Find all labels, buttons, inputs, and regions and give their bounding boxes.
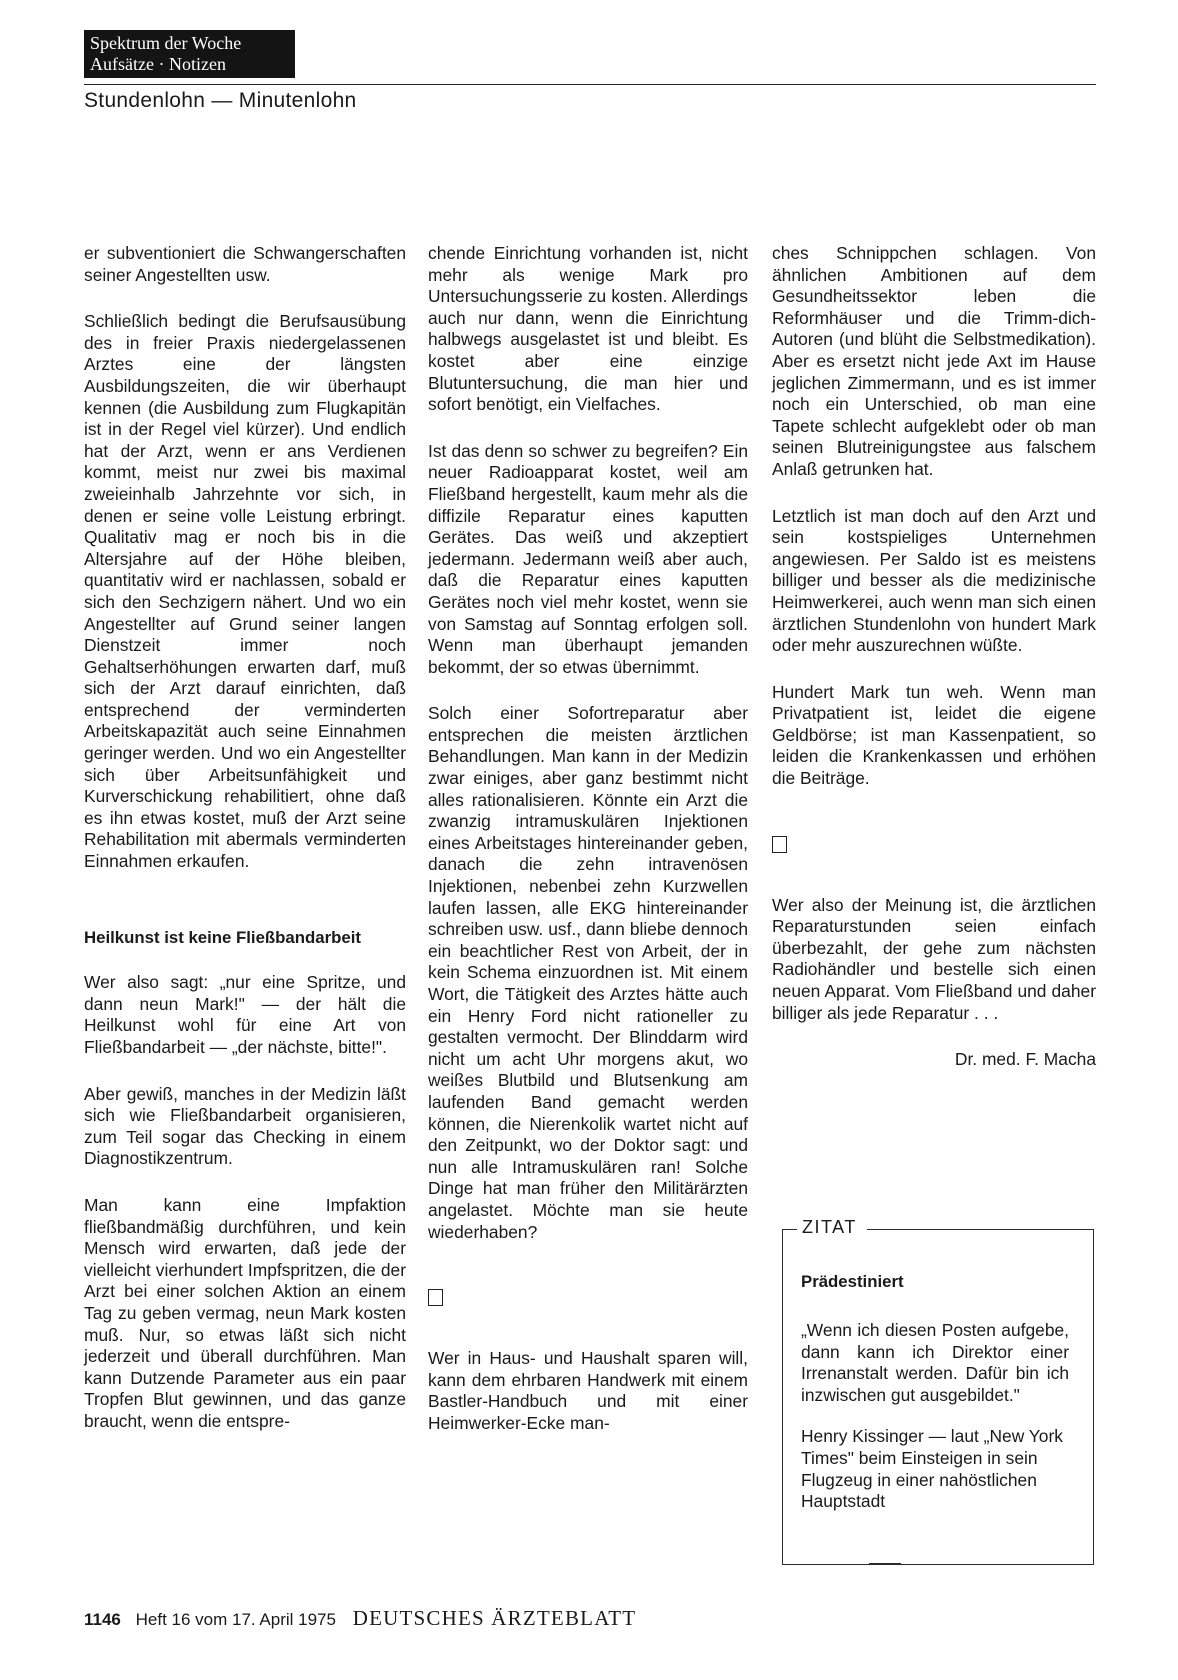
page-footer (84, 1606, 636, 1631)
article-column-2 (428, 243, 748, 1460)
section-label-line2: Aufsätze · Notizen (90, 54, 226, 74)
quote-box-bottom-mark (869, 1563, 901, 1565)
paragraph: Wer in Haus- und Haushalt sparen will, kann dem ehrbaren Handwerk mit einem Bastler-Handbuch und mit einer Heimwerker-Ecke man- (428, 1348, 748, 1433)
quote-text: „Wenn ich diesen Posten aufgebe, dann kann ich Direktor einer Irrenanstalt werden. Dafür bin ich inzwischen gut ausgebildet." (801, 1320, 1069, 1405)
author-signature: Dr. med. F. Macha (954, 1049, 1096, 1070)
page-number: 1146 (84, 1610, 121, 1629)
issue-info: Heft 16 vom 17. April 1975 (135, 1610, 336, 1629)
paragraph: Wer also sagt: „nur eine Spritze, und dann neun Mark!" — der hält die Heilkunst wohl für eine Art von Fließbandarbeit — „der nächste, bitte!". (84, 972, 406, 1057)
paragraph: Schließlich bedingt die Berufsausübung des in freier Praxis niedergelassenen Arztes eine der längsten Ausbildungszeiten, die wir überhaupt kennen (die Ausbildung zum Flugkapitän ist in der Regel viel kürzer). Und endlich hat der Arzt, wenn er ans Verdienen kommt, meist nur zwei bis maximal zweieinhalb Jahrzehnte vor sich, in denen er seine volle Leistung erbringt. Qualitativ mag er noch bis in die Altersjahre auf der Höhe bleiben, quantitativ wird er nachlassen, sobald er sich den Sechzigern nähert. Und wo ein Angestellter auf Grund seiner langen Dienstzeit immer noch Gehaltserhöhungen erwarten darf, muß sich der Arzt darauf einrichten, daß entsprechend der verminderten Arbeitskapazität auch seine Einnahmen geringer werden. Und wo ein Angestellter sich über Arbeitsunfähigkeit und Kurverschickung rehabilitiert, ohne daß es ihn etwas kostet, muß der Arzt seine Rehabilitation mit abermals verminderten Einnahmen erkaufen. (84, 311, 406, 872)
paragraph: Solch einer Sofortreparatur aber entsprechen die meisten ärztlichen Behandlungen. Man kann in der Medizin zwar einiges, aber ganz bestimmt nicht alles rationalisieren. Könnte ein Arzt die zwanzig intramuskulären Injektionen eines Arbeitstages hintereinander geben, danach die zehn intravenösen Injektionen, nebenbei zehn Kurzwellen laufen lassen, alle EKG hintereinander schreiben usw. usf., dann bliebe dennoch ein beachtlicher Rest von Arbeit, der in kein Schema einzuordnen ist. Mit einem Wort, die Tätigkeit des Arztes hätte auch ein Henry Ford nicht rationeller zu gestalten vermocht. Der Blinddarm wird nicht um acht Uhr morgens akut, wo weißes Blutbild und Blutsenkung am laufenden Band gemacht werden können, die Nierenkolik wartet nicht auf den Zeitpunkt, wo der Doktor sagt: und nun alle Intramuskulären ran! Solche Dinge hat man früher den Militärärzten angelastet. Möchte man sie heute wiederhaben? (428, 703, 748, 1242)
paragraph: Hundert Mark tun weh. Wenn man Privatpatient ist, leidet die eigene Geldbörse; ist man Kassenpatient, so leiden die Krankenkassen und erhöhen die Beiträge. (772, 681, 1096, 789)
paragraph: Man kann eine Impfaktion fließbandmäßig durchführen, und kein Mensch wird erwarten, daß jede der vielleicht vierhundert Impfspritzen, die der Arzt bei einer solchen Aktion an einem Tag zu geben vermag, neun Mark kosten muß. Nur, so etwas läßt sich nicht jederzeit und überall durchführen. Man kann Dutzende Parameter aus ein paar Tropfen Blut gewinnen, und das ganze braucht, wenn die entspre- (84, 1194, 406, 1431)
article-column-3 (772, 243, 1096, 1096)
quote-box-label: ZITAT (799, 1217, 860, 1238)
paragraph: Aber gewiß, manches in der Medizin läßt sich wie Fließbandarbeit organisieren, zum Teil sogar das Checking in einem Diagnostikzentrum. (84, 1083, 406, 1169)
header-rule (84, 84, 1096, 85)
section-label (84, 30, 295, 78)
paragraph: Wer also der Meinung ist, die ärztlichen Reparaturstunden seien einfach überbezahlt, der gehe zum nächsten Radiohändler und bestelle sich einen neuen Apparat. Vom Fließband und daher billiger als jede Reparatur . . . (772, 894, 1096, 1023)
section-heading: Heilkunst ist keine Fließbandarbeit (84, 927, 361, 947)
paragraph: er subventioniert die Schwangerschaften seiner Angestellten usw. (84, 243, 406, 285)
quote-body (801, 1320, 1069, 1533)
paragraph: ches Schnippchen schlagen. Von ähnlichen Ambitionen auf dem Gesundheitssektor leben die Reformhäuser und die Trimm-dich-Autoren (und blüht die Selbstmedikation). Aber es ersetzt nicht jede Axt im Hause jeglichen Zimmermann, und es ist immer noch ein Unterschied, ob man eine Tapete schlecht aufgeklebt oder ob man seinen Blutreinigungstee aus falschem Anlaß getrunken hat. (772, 243, 1096, 479)
running-title: Stundenlohn — Minutenlohn (84, 89, 357, 112)
section-break-box-icon (428, 1289, 443, 1306)
section-break-box-icon (772, 836, 787, 853)
paragraph: chende Einrichtung vorhanden ist, nicht mehr als wenige Mark pro Untersuchungsserie zu kosten. Allerdings auch nur dann, wenn die Einrichtung halbwegs ausgelastet ist und bleibt. Es kostet aber eine einzige Blutuntersuchung, die man hier und sofort benötigt, ein Vielfaches. (428, 243, 748, 415)
section-label-line1: Spektrum der Woche (90, 33, 242, 53)
paragraph: Ist das denn so schwer zu begreifen? Ein neuer Radioapparat kostet, weil am Fließband hergestellt, kaum mehr als die diffizile Reparatur eines kaputten Gerätes. Das weiß und akzeptiert jedermann. Jedermann weiß aber auch, daß die Reparatur eines kaputten Gerätes noch viel mehr kostet, wenn sie von Samstag auf Sonntag erfolgen soll. Wenn man überhaupt jemanden bekommt, der so etwas übernimmt. (428, 440, 748, 677)
article-column-1 (84, 243, 406, 1458)
quote-title: Prädestiniert (801, 1272, 904, 1291)
paragraph: Letztlich ist man doch auf den Arzt und sein kostspieliges Unternehmen angewiesen. Per Saldo ist es meistens billiger und besser als die medizinische Heimwerkerei, auch wenn man sich einen ärztlichen Stundenlohn von hundert Mark oder mehr auszurechnen wüßte. (772, 505, 1096, 656)
journal-name: DEUTSCHES ÄRZTEBLATT (352, 1606, 637, 1630)
quote-box (782, 1217, 1094, 1565)
quote-attribution: Henry Kissinger — laut „New York Times" beim Einsteigen in sein Flugzeug in einer nahöstlichen Hauptstadt (801, 1426, 1063, 1512)
